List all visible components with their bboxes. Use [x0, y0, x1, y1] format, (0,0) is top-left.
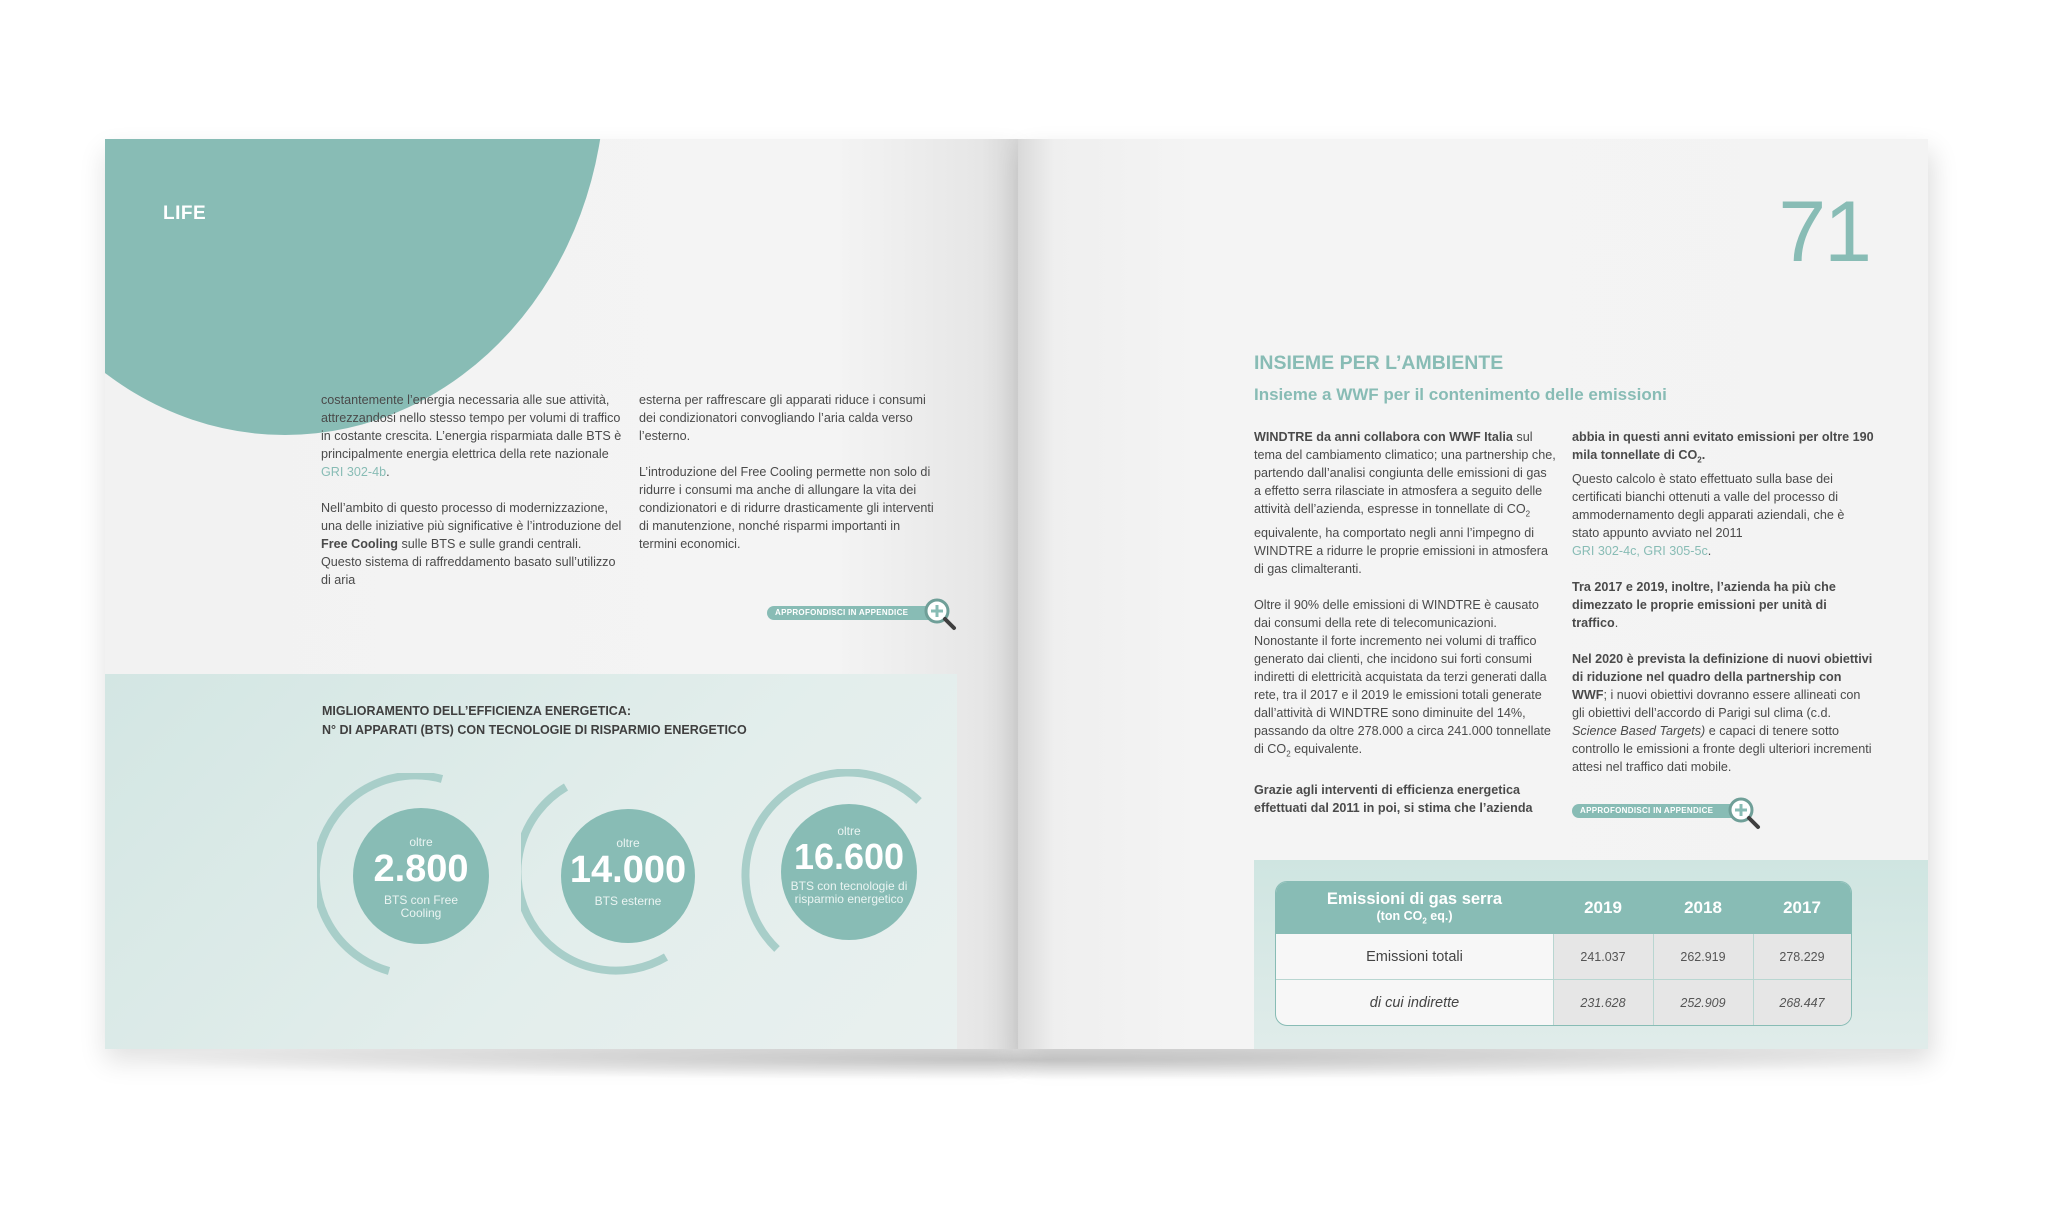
section-label: LIFE: [163, 203, 207, 224]
header-title-text: Emissioni di gas serra: [1326, 890, 1503, 909]
right-col2-p3-bold: Nel 2020 è prevista la definizione di nuovi obiettivi di riduzione nel quadro della partnership con WWF: [1572, 651, 1873, 702]
right-col2-p2-bold: Tra 2017 e 2019, inoltre, l’azienda ha più che dimezzato le proprie emissioni per unità di traffico: [1572, 579, 1836, 630]
header-unit-sub: 2: [1422, 916, 1427, 926]
right-col2-p3a: ; i nuovi obiettivi dovranno essere allineati con gli obiettivi dell’accordo di Parigi sul clima (c.d.: [1572, 687, 1861, 720]
gri-reference-link-2[interactable]: GRI 302-4c, GRI 305-5c: [1572, 543, 1708, 558]
cell-value: 252.909: [1680, 995, 1726, 1010]
right-col2-p3b: e capaci di tenere sotto controllo le emissioni a fronte degli ulteriori incrementi attesi nel traffico dati mobile.: [1572, 723, 1872, 774]
left-column-1: costantemente l’energia necessaria alle sue attività, attrezzandosi nello stesso tempo per volumi di traffico in costante crescita. L’energia risparmiata dalle BTS è principalmente energia elettrica della rete nazionale GRI 302-4b. Nell’ambito di questo processo di modernizzazione, una delle iniziative più significative è l’introduzione del Free Cooling sulle BTS e sulle grandi centrali. Questo sistema di raffreddamento basato sull’utilizzo di aria: [321, 393, 622, 587]
page-number: 71: [1778, 184, 1870, 280]
table-row: [1276, 980, 1851, 1025]
year-header-2019: 2019: [1584, 898, 1622, 917]
gri-reference-link[interactable]: GRI 302-4b: [321, 465, 387, 479]
emissions-table: [1275, 881, 1852, 1026]
stat-caption: BTS con Free Cooling: [383, 893, 459, 920]
approfondisci-button-left[interactable]: APPROFONDISCI IN APPENDICE: [767, 606, 948, 620]
left-column-2: [639, 391, 939, 571]
co2-subscript: 2: [1286, 749, 1291, 759]
stat-value: 2.800: [373, 848, 469, 890]
left-col1-p2-pre: Nell’ambito di questo processo di modernizzazione, una delle iniziative più significative è l’introduzione del: [321, 501, 622, 533]
right-col2-p1-bold: abbia in questi anni evitato emissioni per oltre 190 mila tonnellate di CO: [1572, 430, 1874, 462]
panel-title: [322, 702, 747, 740]
stat-caption: BTS con tecnologie di risparmio energetico: [790, 879, 908, 906]
table-header-title: [1276, 882, 1553, 934]
cell-value: 268.447: [1779, 995, 1825, 1010]
panel-title-line1: MIGLIORAMENTO DELL’EFFICIENZA ENERGETICA:: [322, 704, 632, 718]
stat-circle-external: [561, 809, 695, 943]
left-page: [105, 139, 1018, 1049]
cell-value: 231.628: [1580, 995, 1626, 1010]
stat-circle-energy-saving: [781, 804, 917, 940]
right-col1-p1b: equivalente, ha comportato negli anni l’impegno di WINDTRE a ridurre le proprie emissioni in atmosfera di gas climalteranti.: [1254, 525, 1548, 576]
table-row: [1276, 934, 1851, 979]
science-based-targets: Science Based Targets): [1572, 723, 1706, 738]
approfondisci-button-right[interactable]: APPROFONDISCI IN APPENDICE: [1572, 804, 1753, 818]
row-label: di cui indirette: [1369, 994, 1460, 1011]
stat-value: 14.000: [569, 849, 687, 891]
stat-prefix: oltre: [616, 836, 640, 850]
free-cooling-bold: Free Cooling: [321, 537, 398, 551]
stat-prefix: oltre: [409, 835, 433, 849]
year-header-2017: 2017: [1783, 898, 1821, 917]
stat-caption: BTS esterne: [594, 894, 662, 908]
cell-value: 278.229: [1779, 949, 1825, 964]
left-col1-p1: costantemente l’energia necessaria alle sue attività, attrezzandosi nello stesso tempo per volumi di traffico in costante crescita. L’energia risparmiata dalle BTS è principalmente energia elettrica della rete nazionale: [321, 393, 622, 461]
year-header-2018: 2018: [1684, 898, 1722, 917]
stat-value: 16.600: [793, 836, 905, 877]
section-subheading: Insieme a WWF per il contenimento delle emissioni: [1254, 385, 1667, 404]
left-col1-p2-post: sulle BTS e sulle grandi centrali. Questo sistema di raffreddamento basato sull’utilizzo di aria: [321, 537, 616, 587]
magnifier-plus-icon[interactable]: [922, 597, 958, 631]
header-unit-a: (ton CO: [1376, 909, 1423, 924]
magnifier-plus-icon[interactable]: [1726, 796, 1762, 830]
cell-value: 241.037: [1580, 949, 1626, 964]
right-col2-p1-tail: .: [1701, 448, 1706, 462]
right-col1-p2a: Oltre il 90% delle emissioni di WINDTRE è causato dai consumi della rete di telecomunicazioni. Nonostante il forte incremento nei volumi di traffico generato dai clienti, che incidono sui forti consumi indiretti di elettricità acquistata da terzi generati dalla rete, tra il 2017 e il 2019 le emissioni totali generate dall’attività di WINDTRE sono diminuite del 14%, passando da oltre 278.000 a circa 241.000 tonnellate di CO: [1254, 597, 1551, 756]
header-unit-b: eq.): [1426, 909, 1453, 924]
left-col2-p2: L’introduzione del Free Cooling permette non solo di ridurre i consumi ma anche di allungare la vita dei condizionatori e di ridurre drasticamente gli interventi di manutenzione, nonché risparmi importanti in termini economici.: [639, 465, 934, 551]
right-col1-p2b: equivalente.: [1294, 741, 1363, 756]
section-heading: INSIEME PER L’AMBIENTE: [1254, 352, 1504, 374]
panel-title-line2: N° DI APPARATI (BTS) CON TECNOLOGIE DI RISPARMIO ENERGETICO: [322, 723, 747, 737]
left-col2-p1: esterna per raffrescare gli apparati riduce i consumi dei condizionatori convogliando l’aria calda verso l’esterno.: [639, 393, 926, 443]
right-col1-p3: Grazie agli interventi di efficienza energetica effettuati dal 2011 in poi, si stima che l’azienda: [1254, 783, 1533, 816]
co2-subscript: 2: [1525, 509, 1531, 519]
stat-prefix: oltre: [837, 824, 861, 838]
right-page: [1018, 139, 1928, 1049]
right-col1-p1a: sul tema del cambiamento climatico; una partnership che, partendo dall’analisi congiunta delle emissioni di gas a effetto serra rilasciate in atmosfera a seguito delle attività dell’azienda, espresse in tonnellate di CO: [1254, 430, 1556, 516]
cell-value: 262.919: [1680, 949, 1726, 964]
stat-circle-free-cooling: [353, 808, 489, 944]
right-column-1: [1254, 428, 1556, 835]
wwf-intro-bold: WINDTRE da anni collabora con WWF Italia: [1254, 430, 1513, 444]
right-col2-p1-text: Questo calcolo è stato effettuato sulla base dei certificati bianchi ottenuti a valle del processo di ammodernamento degli apparati aziendali, che è stato appunto avviato nel 2011: [1572, 471, 1845, 540]
row-label: Emissioni totali: [1366, 948, 1463, 965]
right-column-2: abbia in questi anni evitato emissioni per oltre 190 mila tonnellate di $CO_2$. Questo calcolo è stato effettuato sulla base dei certificati bianchi ottenuti a valle del processo di ammodernamento degli apparati aziendali, che è stato appunto avviato nel 2011 GRI 302-4c, GRI 305-5c. Tra 2017 e 2019, inoltre, l’azienda ha più che dimezzato le proprie emissioni per unità di traffico. Nel 2020 è prevista la definizione di nuovi obiettivi di riduzione nel quadro della partnership con WWF; i nuovi obiettivi dovranno essere allineati con gli obiettivi dell’accordo di Parigi sul clima (c.d. Science Based Targets) e capaci di tenere sotto controllo le emissioni a fronte degli ulteriori incrementi attesi nel traffico dati mobile.: [1572, 430, 1874, 774]
co2-subscript: 2: [1697, 455, 1702, 465]
